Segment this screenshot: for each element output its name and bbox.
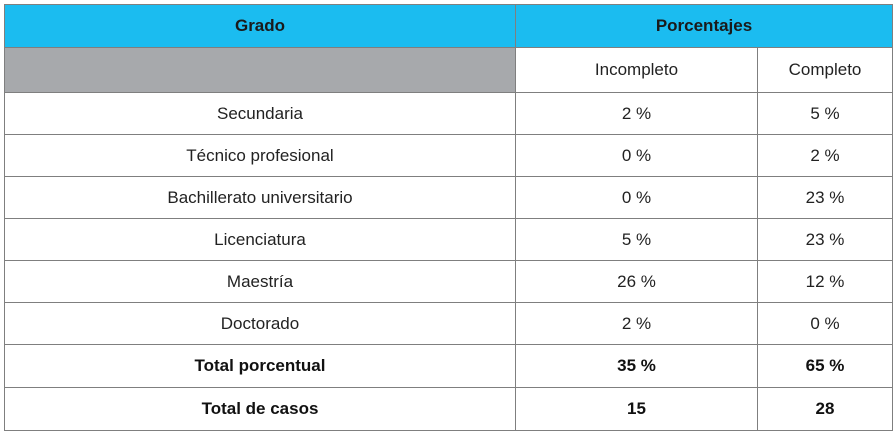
total-label: Total de casos [5,388,516,431]
grado-cell: Técnico profesional [5,135,516,177]
completo-cell: 5 % [758,93,893,135]
subheader-incompleto: Incompleto [516,48,758,93]
incompleto-cell: 2 % [516,303,758,345]
completo-cell: 23 % [758,219,893,261]
incompleto-cell: 2 % [516,93,758,135]
table-row [5,135,893,177]
incompleto-cell: 26 % [516,261,758,303]
table-row [5,261,893,303]
completo-cell: 12 % [758,261,893,303]
table-row [5,93,893,135]
completo-cell: 0 % [758,303,893,345]
header-row [5,5,893,48]
total-casos-row [5,388,893,431]
table-row [5,219,893,261]
table-row [5,303,893,345]
total-label: Total porcentual [5,345,516,388]
header-grado: Grado [5,5,516,48]
incompleto-cell: 0 % [516,177,758,219]
total-incompleto: 15 [516,388,758,431]
grado-cell: Doctorado [5,303,516,345]
education-grade-table [4,4,893,431]
incompleto-cell: 5 % [516,219,758,261]
table-container [4,4,892,431]
table-row [5,177,893,219]
completo-cell: 2 % [758,135,893,177]
subheader-row [5,48,893,93]
grado-cell: Licenciatura [5,219,516,261]
subheader-completo: Completo [758,48,893,93]
header-porcentajes: Porcentajes [516,5,893,48]
grado-cell: Maestría [5,261,516,303]
grado-cell: Secundaria [5,93,516,135]
grado-cell: Bachillerato universitario [5,177,516,219]
incompleto-cell: 0 % [516,135,758,177]
completo-cell: 23 % [758,177,893,219]
total-incompleto: 35 % [516,345,758,388]
total-completo: 28 [758,388,893,431]
total-porcentual-row [5,345,893,388]
total-completo: 65 % [758,345,893,388]
subheader-blank-cell [5,48,516,93]
